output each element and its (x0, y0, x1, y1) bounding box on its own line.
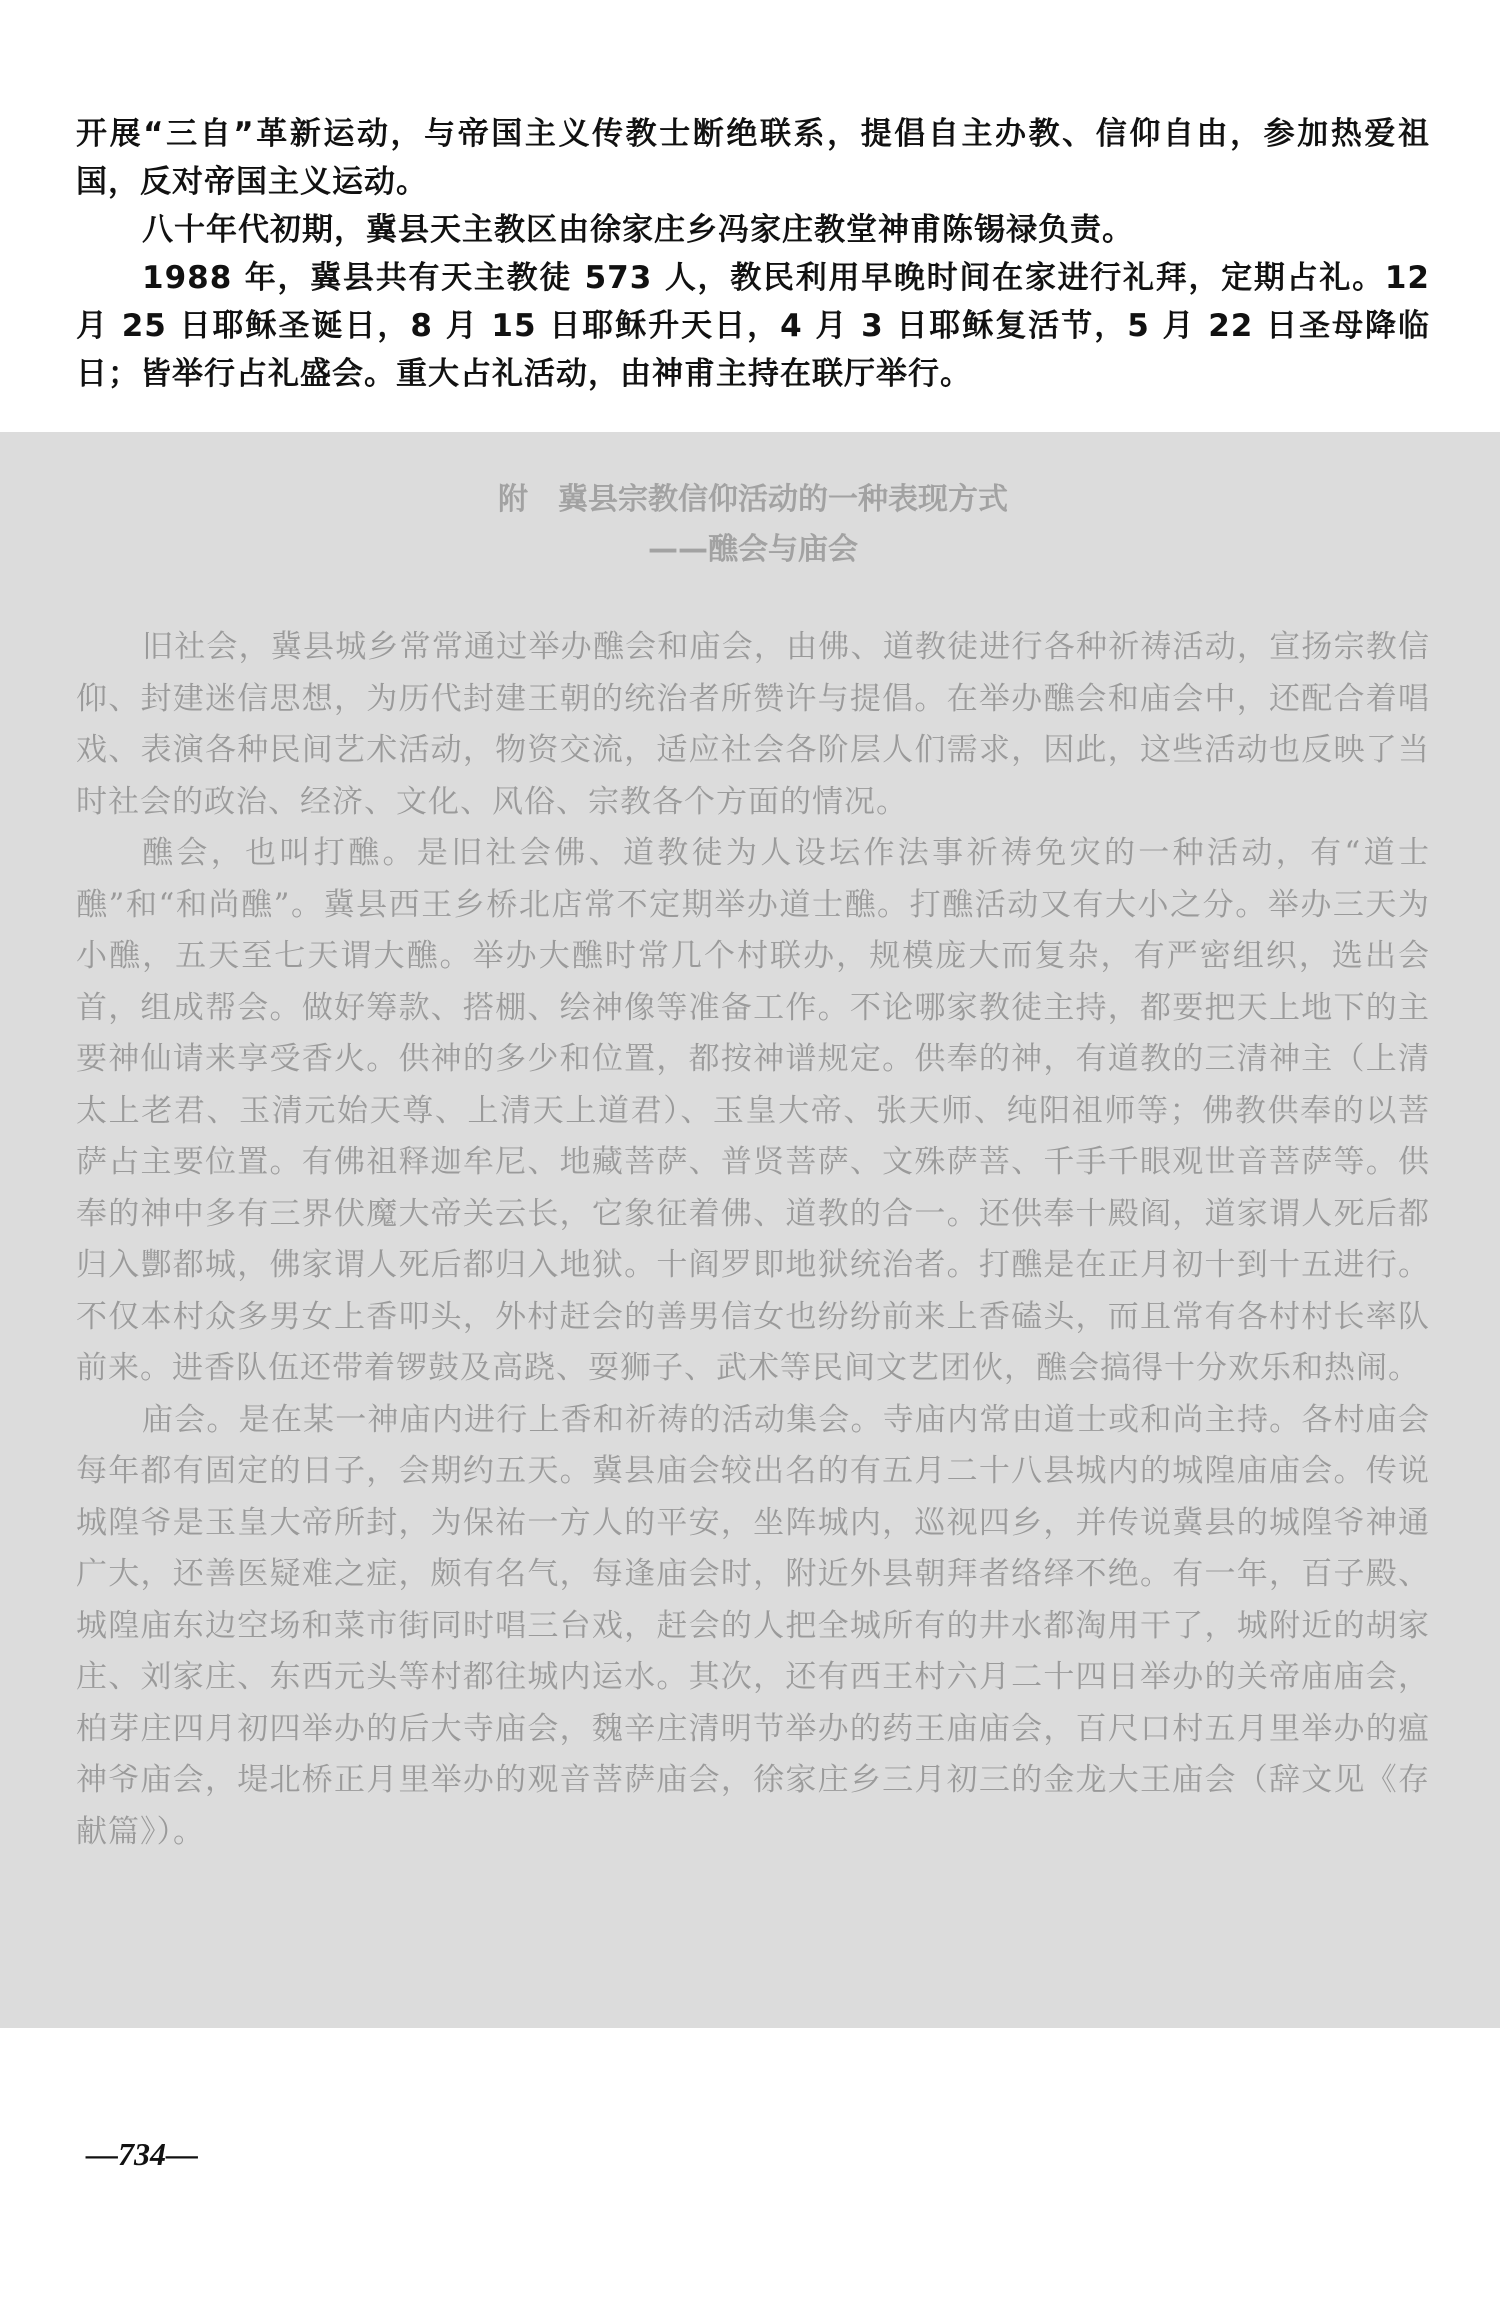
appendix-paragraph-jiao-hui: 醮会，也叫打醮。是旧社会佛、道教徒为人设坛作法事祈祷免灾的一种活动，有“道士醮”和“和尚醮”。冀县西王乡桥北店常不定期举办道士醮。打醮活动又有大小之分。举办三天为小醮，五天至七天谓大醮。举办大醮时常几个村联办，规模庞大而复杂，有严密组织，选出会首，组成帮会。做好筹款、搭棚、绘神像等准备工作。不论哪家教徒主持，都要把天上地下的主要神仙请来享受香火。供神的多少和位置，都按神谱规定。供奉的神，有道教的三清神主（上清太上老君、玉清元始天尊、上清天上道君）、玉皇大帝、张天师、纯阳祖师等；佛教供奉的以菩萨占主要位置。有佛祖释迦牟尼、地藏菩萨、普贤菩萨、文殊萨菩、千手千眼观世音菩萨等。供奉的神中多有三界伏魔大帝关云长，它象征着佛、道教的合一。还供奉十殿阎，道家谓人死后都归入酆都城，佛家谓人死后都归入地狱。十阎罗即地狱统治者。打醮是在正月初十到十五进行。不仅本村众多男女上香叩头，外村赶会的善男信女也纷纷前来上香磕头，而且常有各村村长率队前来。进香队伍还带着锣鼓及高跷、耍狮子、武术等民间文艺团伙，醮会搞得十分欢乐和热闹。 (76, 835, 1430, 1386)
appendix-body (76, 622, 1430, 1858)
appendix-box (0, 432, 1500, 2028)
main-text-section (76, 110, 1430, 398)
page-number: —734— (86, 2136, 198, 2172)
appendix-subtitle: ——醮会与庙会 (648, 532, 858, 567)
appendix-title: 附 冀县宗教信仰活动的一种表现方式 (498, 482, 1008, 517)
paragraph-1980s-leadership: 八十年代初期，冀县天主教区由徐家庄乡冯家庄教堂神甫陈锡禄负责。 (142, 212, 1134, 248)
appendix-paragraph-intro: 旧社会，冀县城乡常常通过举办醮会和庙会，由佛、道教徒进行各种祈祷活动，宣扬宗教信仰、封建迷信思想，为历代封建王朝的统治者所赞许与提倡。在举办醮会和庙会中，还配合着唱戏、表演各种民间艺术活动，物资交流，适应社会各阶层人们需求，因此，这些活动也反映了当时社会的政治、经济、文化、风俗、宗教各个方面的情况。 (76, 629, 1430, 820)
paragraph-three-self-movement: 开展“三自”革新运动，与帝国主义传教士断绝联系，提倡自主办教、信仰自由，参加热爱祖国，反对帝国主义运动。 (76, 116, 1430, 200)
paragraph-1988-catholics: 1988 年，冀县共有天主教徒 573 人，教民利用早晚时间在家进行礼拜，定期占礼。12 月 25 日耶稣圣诞日，8 月 15 日耶稣升天日，4 月 3 日耶稣复活节，5 月 22 日圣母降临日；皆举行占礼盛会。重大占礼活动，由神甫主持在联厅举行。 (76, 260, 1430, 392)
appendix-content (76, 476, 1430, 1858)
appendix-paragraph-miao-hui: 庙会。是在某一神庙内进行上香和祈祷的活动集会。寺庙内常由道士或和尚主持。各村庙会每年都有固定的日子，会期约五天。冀县庙会较出名的有五月二十八县城内的城隍庙庙会。传说城隍爷是玉皇大帝所封，为保祐一方人的平安，坐阵城内，巡视四乡，并传说冀县的城隍爷神通广大，还善医疑难之症，颇有名气，每逢庙会时，附近外县朝拜者络绎不绝。有一年，百子殿、城隍庙东边空场和菜市街同时唱三台戏，赶会的人把全城所有的井水都淘用干了，城附近的胡家庄、刘家庄、东西元头等村都往城内运水。其次，还有西王村六月二十四日举办的关帝庙庙会，柏芽庄四月初四举办的后大寺庙会，魏辛庄清明节举办的药王庙庙会，百尺口村五月里举办的瘟神爷庙会，堤北桥正月里举办的观音菩萨庙会，徐家庄乡三月初三的金龙大王庙会（辞文见《存献篇》）。 (76, 1401, 1430, 1850)
